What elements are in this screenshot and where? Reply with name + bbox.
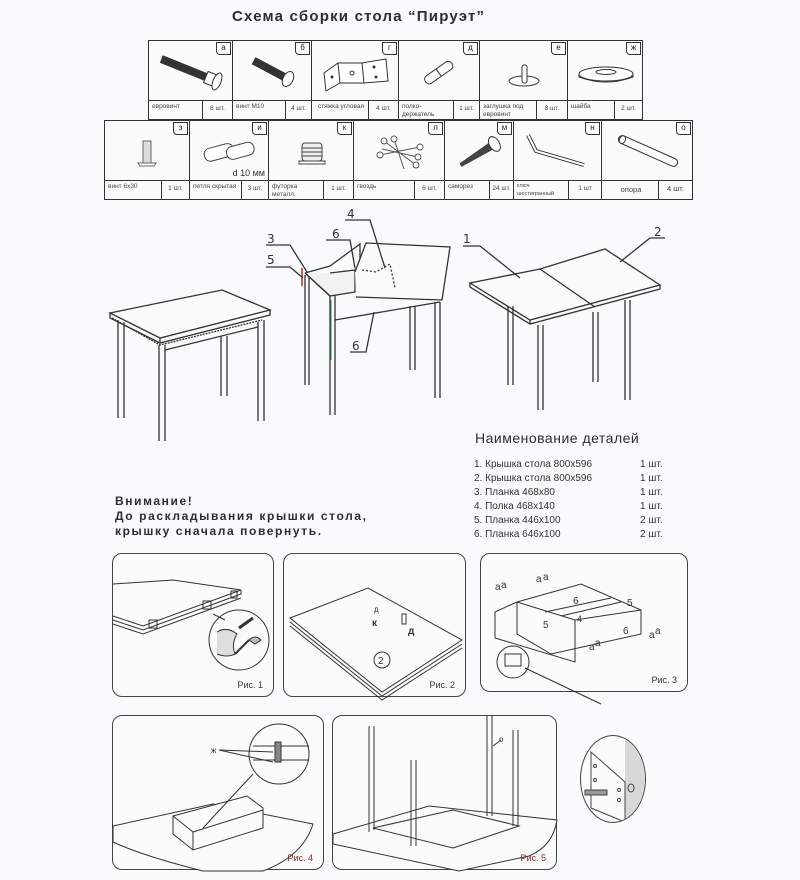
label-1: 1 (463, 232, 471, 246)
svg-text:5: 5 (627, 598, 633, 609)
hardware-item-a: а евровинт 8 шт. (148, 40, 233, 120)
label-o: о (499, 735, 504, 744)
svg-text:a: a (501, 580, 507, 591)
figure-5: о Рис. 5 (332, 715, 557, 870)
label-6-bottom: 6 (352, 339, 360, 353)
figure-1: Рис. 1 (112, 553, 274, 697)
label-3: 3 (267, 232, 275, 246)
figure-4: ж Рис. 4 (112, 715, 324, 870)
parts-list-item: 3. Планка 468х80 1 шт. (474, 487, 663, 498)
parts-list-item: 5. Планка 446х100 2 шт. (474, 515, 663, 526)
figure-2: д к д 2 Рис. 2 (283, 553, 466, 697)
figure-3: a a a a a a a a 6 5 5 4 6 Рис. 3 (480, 553, 688, 692)
hardware-item-i: d 10 мм и петля скрытая 3 шт. (189, 120, 269, 200)
label-2: 2 (654, 225, 662, 239)
svg-text:a: a (589, 642, 595, 653)
label-d-top: д (374, 605, 379, 614)
label-6-top: 6 (332, 227, 340, 241)
table-unfolded-illustration (463, 238, 665, 410)
label-k: к (372, 618, 378, 629)
parts-list-title: Наименование деталей (475, 430, 640, 446)
hardware-item-o: о опора 4 шт. (601, 120, 693, 200)
svg-text:5: 5 (543, 620, 549, 631)
parts-list (474, 458, 670, 542)
table-folded-illustration (110, 290, 270, 441)
page-title: Схема сборки стола “Пируэт” (232, 8, 486, 25)
hardware-item-k: к футорка металл. 1 шт. (268, 120, 354, 200)
svg-text:6: 6 (573, 596, 579, 607)
hardware-item-e: е заглушка под евровинт 8 шт. (479, 40, 568, 120)
label-2-circle: 2 (378, 656, 384, 667)
parts-list-item: 1. Крышка стола 800х596 1 шт. (474, 459, 663, 470)
label-d: д (408, 626, 415, 637)
hardware-item-m: м саморез 24 шт. (444, 120, 514, 200)
bracket-detail-zoom (580, 735, 646, 823)
svg-text:a: a (649, 630, 655, 641)
label-4: 4 (347, 207, 355, 221)
parts-list-item: 4. Полка 468х140 1 шт. (474, 501, 663, 512)
hardware-item-n: н ключ шестигранный 1 шт (513, 120, 602, 200)
svg-text:6: 6 (623, 626, 629, 637)
svg-text:a: a (543, 572, 549, 583)
hardware-item-zh: ж шайба 2 шт. (567, 40, 643, 120)
svg-text:a: a (536, 574, 542, 585)
label-5: 5 (267, 253, 275, 267)
warning-note: Внимание! До раскладывания крышки стола, крышку сначала повернуть. (115, 494, 368, 538)
svg-text:a: a (495, 582, 501, 593)
hardware-item-d: д полко-держатель 1 шт. (398, 40, 480, 120)
parts-list-item: 6. Планка 646х100 2 шт. (474, 529, 663, 540)
hardware-item-b: б винт М10 4 шт. (232, 40, 312, 120)
parts-list-item: 2. Крышка стола 800х596 1 шт. (474, 473, 663, 484)
svg-text:4: 4 (577, 614, 583, 624)
hardware-item-z: з винт 6х30 1 шт. (104, 120, 190, 200)
table-open-illustration (266, 220, 450, 415)
label-zh: ж (211, 746, 217, 755)
svg-text:a: a (595, 638, 601, 649)
hardware-item-l: л гвоздь 6 шт. (353, 120, 445, 200)
svg-text:a: a (655, 626, 661, 637)
hardware-item-g: г стяжка угловая 4 шт. (311, 40, 399, 120)
